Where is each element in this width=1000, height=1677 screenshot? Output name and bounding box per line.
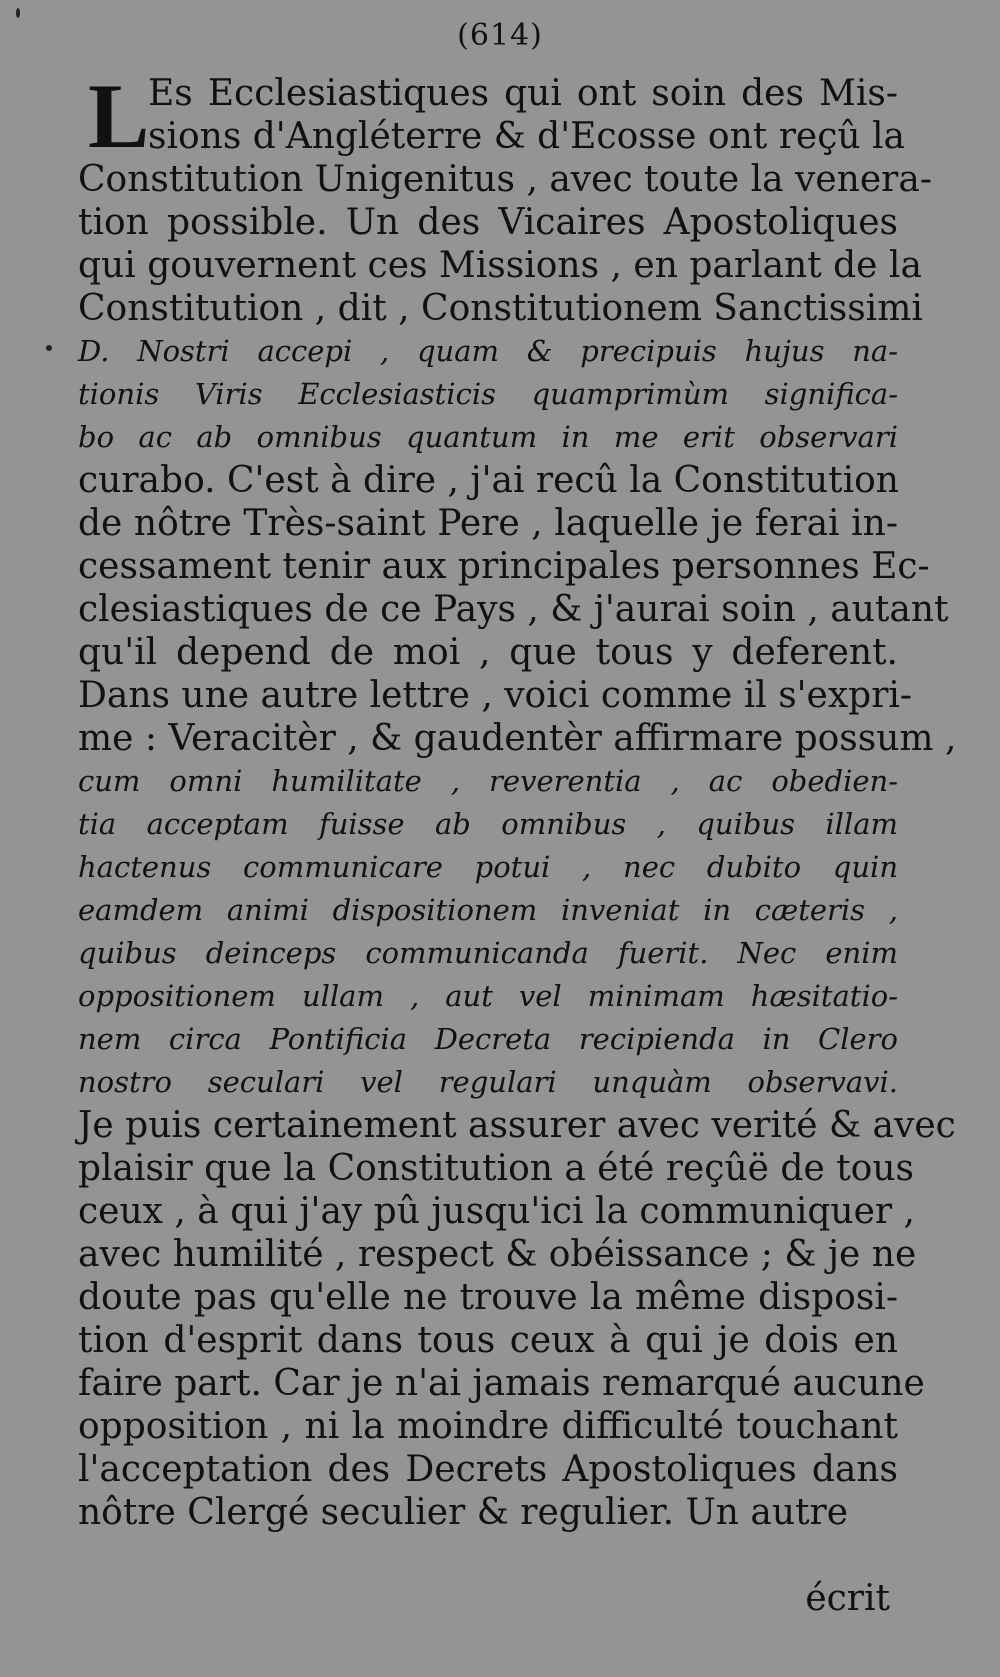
text-line: faire part. Car je n'ai jamais remarqué aucune bbox=[78, 1363, 925, 1404]
text-line: Je puis certainement assurer avec verité & avec bbox=[78, 1105, 956, 1146]
body-text bbox=[78, 65, 957, 1534]
text-line: curabo. C'est à dire , j'ai recû la Constitution bbox=[78, 460, 899, 501]
text-line: tionis Viris Ecclesiasticis quamprimùm significa- bbox=[78, 377, 898, 411]
text-line: de nôtre Très-saint Pere , laquelle je ferai in- bbox=[78, 503, 898, 544]
margin-mark bbox=[46, 345, 52, 351]
text-line: plaisir que la Constitution a été reçûë de tous bbox=[78, 1148, 914, 1189]
text-line: nostro seculari vel regulari unquàm observavi. bbox=[78, 1065, 898, 1099]
text-line: Constitution Unigenitus , avec toute la venera- bbox=[78, 159, 932, 200]
catchword: écrit bbox=[805, 1578, 890, 1619]
text-line: quibus deinceps communicanda fuerit. Nec enim bbox=[78, 936, 898, 970]
text-line: tia acceptam fuisse ab omnibus , quibus illam bbox=[78, 807, 898, 841]
corner-mark bbox=[16, 8, 20, 18]
text-line: opposition , ni la moindre difficulté touchant bbox=[78, 1406, 898, 1447]
text-line: avec humilité , respect & obéissance ; & je ne bbox=[78, 1234, 917, 1275]
text-line: eamdem animi dispositionem inveniat in cæteris , bbox=[78, 893, 898, 927]
text-line: Dans une autre lettre , voici comme il s'expri- bbox=[78, 675, 913, 716]
text-line: nem circa Pontificia Decreta recipienda in Clero bbox=[78, 1022, 898, 1056]
text-line: l'acceptation des Decrets Apostoliques dans bbox=[78, 1449, 898, 1490]
page-number: (614) bbox=[457, 18, 543, 53]
text-line: nôtre Clergé seculier & regulier. Un autre bbox=[78, 1492, 849, 1533]
text-line: clesiastiques de ce Pays , & j'aurai soin , autant bbox=[78, 589, 949, 630]
text-line: cessament tenir aux principales personnes Ec- bbox=[78, 546, 930, 587]
text-line: tion d'esprit dans tous ceux à qui je dois en bbox=[78, 1320, 898, 1361]
text-line: qui gouvernent ces Missions , en parlant de la bbox=[78, 245, 922, 286]
text-line: qu'il depend de moi , que tous y deferent. bbox=[78, 632, 898, 673]
text-line: hactenus communicare potui , nec dubito quin bbox=[78, 850, 898, 884]
text-line: Es Ecclesiastiques qui ont soin des Mis- bbox=[148, 73, 898, 114]
text-line: bo ac ab omnibus quantum in me erit observari bbox=[78, 420, 898, 454]
text-line: Constitution , dit , Constitutionem Sanctissimi bbox=[78, 288, 923, 329]
drop-cap: L bbox=[88, 65, 150, 167]
text-line: sions d'Angléterre & d'Ecosse ont reçû la bbox=[148, 116, 905, 157]
text-line: cum omni humilitate , reverentia , ac obedien- bbox=[78, 764, 898, 798]
text-line: doute pas qu'elle ne trouve la même disposi- bbox=[78, 1277, 898, 1318]
text-line: me : Veracitèr , & gaudentèr affirmare possum , bbox=[78, 718, 957, 759]
text-line: tion possible. Un des Vicaires Apostoliques bbox=[78, 202, 898, 243]
text-line: D. Nostri accepi , quam & precipuis hujus na- bbox=[78, 334, 898, 368]
text-line: oppositionem ullam , aut vel minimam hæsitatio- bbox=[78, 979, 898, 1013]
text-line: ceux , à qui j'ay pû jusqu'ici la communiquer , bbox=[78, 1191, 915, 1232]
